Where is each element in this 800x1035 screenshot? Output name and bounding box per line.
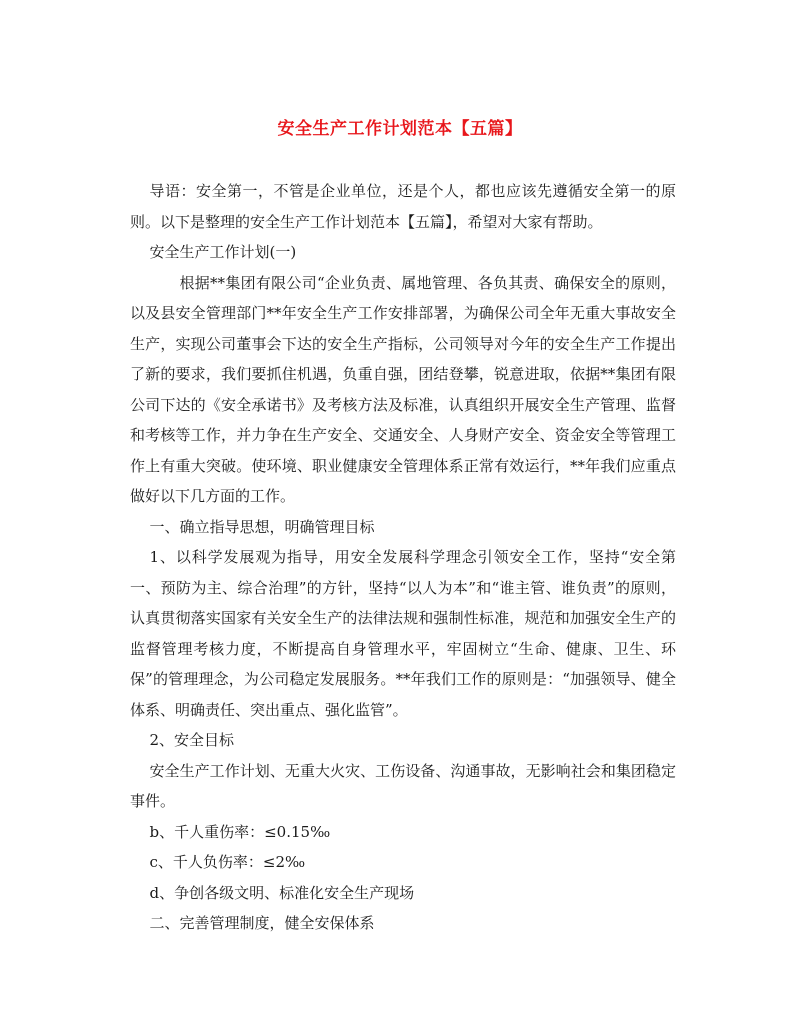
intro-paragraph: 导语：安全第一，不管是企业单位，还是个人，都也应该先遵循安全第一的原则。以下是整理的安全生产工作计划范本【五篇】，希望对大家有帮助。: [130, 182, 676, 231]
section-heading-2: 二、完善管理制度，健全安保体系: [149, 914, 375, 932]
document-body: [130, 176, 676, 939]
body-paragraph-1: 根据**集团有限公司“企业负责、属地管理、各负其责、确保安全的原则，以及县安全管理部门**年安全生产工作安排部署，为确保公司全年无重大事故安全生产，实现公司董事会下达的安全生产指标，公司领导对今年的安全生产工作提出了新的要求，我们要抓住机遇，负重自强，团结登攀，锐意进取，依据**集团有限公司下达的《安全承诺书》及考核方法及标准，认真组织开展安全生产管理、监督和考核等工作，并力争在生产安全、交通安全、人身财产安全、资金安全等管理工作上有重大突破。使环境、职业健康安全管理体系正常有效运行，**年我们应重点做好以下几方面的工作。: [130, 273, 676, 505]
document-title: 安全生产工作计划范本【五篇】: [277, 119, 523, 139]
list-item-b: b、千人重伤率：≤0.15‰: [149, 822, 331, 841]
section-heading-1: 一、确立指导思想，明确管理目标: [149, 517, 375, 536]
list-item-d: d、争创各级文明、标准化安全生产现场: [149, 883, 415, 902]
list-item-c: c、千人负伤率：≤2‰: [149, 853, 306, 871]
body-paragraph-2: 1、以科学发展观为指导，用安全发展科学理念引领安全工作，坚持“安全第一、预防为主、综合治理”的方针，坚持“以人为本”和“谁主管、谁负责”的原则，认真贯彻落实国家有关安全生产的法律法规和强制性标准，规范和加强安全生产的监督管理考核力度，不断提高自身管理水平，牢固树立“生命、健康、卫生、环保”的管理理念，为公司稳定发展服务。**年我们工作的原则是：“加强领导、健全体系、明确责任、突出重点、强化监管”。: [130, 548, 676, 719]
subheading-safety-goal: 2、安全目标: [149, 731, 235, 749]
body-paragraph-3: 安全生产工作计划、无重大火灾、工伤设备、沟通事故，无影响社会和集团稳定事件。: [130, 761, 676, 810]
section-heading-plan-1: 安全生产工作计划(一): [149, 243, 297, 261]
